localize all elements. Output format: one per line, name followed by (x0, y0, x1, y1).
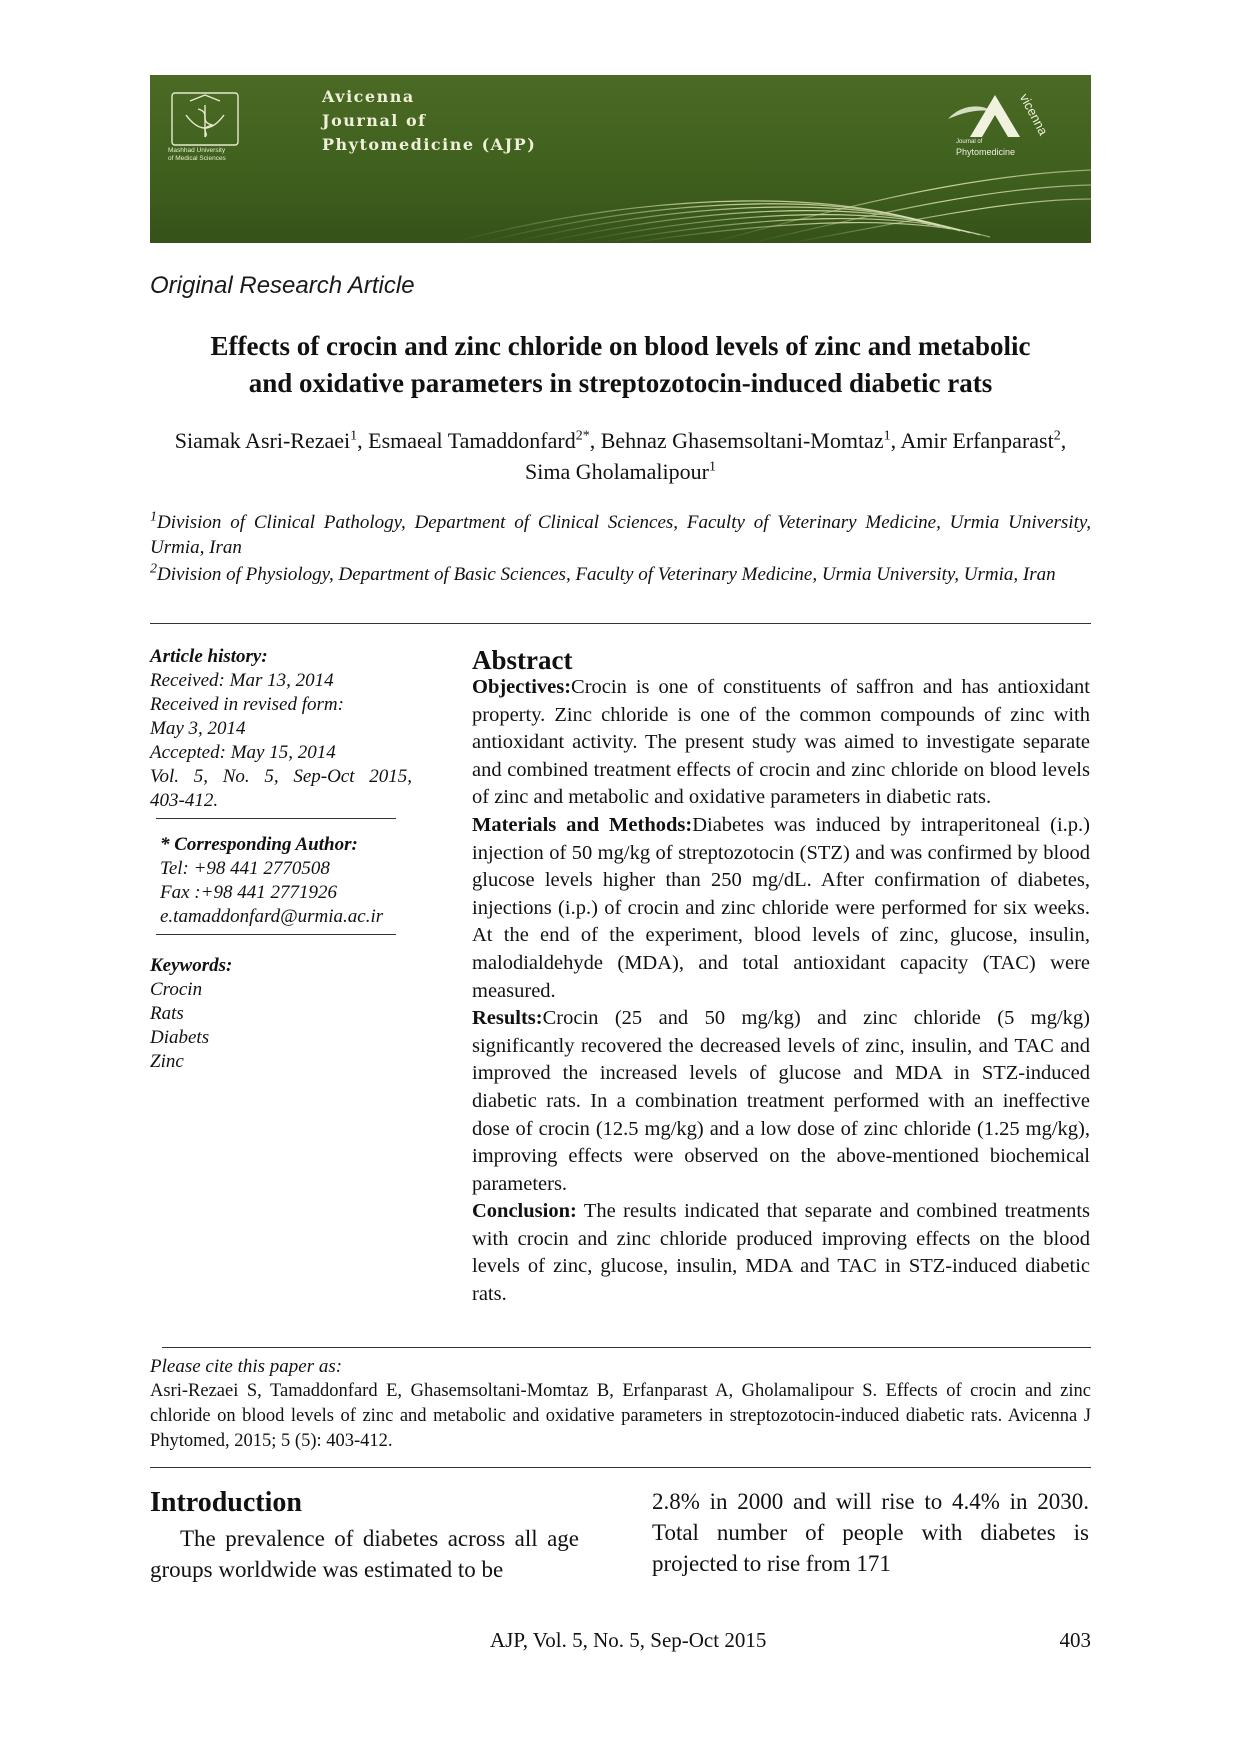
divider (150, 623, 1091, 624)
keyword: Rats (150, 1003, 184, 1024)
journal-name-line-1: Avicenna (322, 87, 415, 106)
history-line: Accepted: May 15, 2014 (150, 742, 336, 763)
author-affiliation-mark: 2 (1053, 428, 1061, 444)
logo-caption-small: Journal of (956, 139, 983, 145)
article-history (150, 645, 412, 813)
university-line-2: of Medical Sciences (168, 155, 226, 162)
section-label: Conclusion: (472, 1200, 577, 1223)
section-text: Diabetes was induced by intraperitoneal (i.p.) injection of 50 mg/kg of streptozotocin (STZ) and was confirmed by blood glucose levels higher than 250 mg/dL. After confirmation of diabetes, injections (i.p.) of crocin and zinc chloride were performed for six weeks. At the end of the experiment, blood levels of zinc, glucose, insulin, malodialdehyde (MDA), and total antioxidant capacity (TAC) were measured. (472, 813, 1090, 1002)
keyword: Zinc (150, 1051, 184, 1072)
introduction-heading: Introduction (150, 1487, 302, 1518)
affiliation-2 (150, 562, 1091, 587)
abstract-conclusion (472, 1198, 1090, 1308)
corresponding-label: * Corresponding Author: (160, 834, 358, 855)
introduction-right-column: 2.8% in 2000 and will rise to 4.4% in 2030. Total number of people with diabetes is projected to rise from 171 (652, 1489, 1089, 1576)
corresponding-author (160, 833, 383, 929)
author-affiliation-mark: 1 (883, 428, 891, 444)
author-name: Amir Erfanparast (900, 428, 1054, 453)
abstract-methods (472, 812, 1090, 1005)
author-name: Esmaeal Tamaddonfard (368, 428, 576, 453)
affiliation-1 (150, 510, 1091, 560)
author-affiliation-mark: 1 (708, 459, 716, 475)
abstract-heading: Abstract (472, 645, 573, 675)
citation-label: Please cite this paper as: (150, 1356, 343, 1377)
author-name: Sima Gholamalipour (525, 459, 709, 484)
author-separator: , (1060, 428, 1067, 453)
keyword: Crocin (150, 979, 203, 1000)
page-number: 403 (1059, 1628, 1091, 1652)
article-type: Original Research Article (150, 272, 415, 299)
banner-graphics (150, 75, 1091, 243)
author-affiliation-mark: 1 (350, 428, 358, 444)
history-line: Vol. 5, No. 5, Sep-Oct 2015, (150, 766, 412, 787)
citation-text: Asri-Rezaei S, Tamaddonfard E, Ghasemsoltani-Momtaz B, Erfanparast A, Gholamalipour S. Effects of crocin and zinc chloride on blood levels of zinc and metabolic and oxidative parameters in streptozotocin-induced diabetic rats. Avicenna J Phytomed, 2015; 5 (5): 403-412. (150, 1381, 1091, 1451)
corresponding-phone: Tel: +98 441 2770508 (160, 858, 330, 879)
affiliation-mark: 1 (150, 509, 157, 525)
author-separator: , (589, 428, 601, 453)
avicenna-logo (948, 95, 1020, 137)
university-emblem (172, 93, 238, 145)
history-line: 403-412. (150, 790, 219, 811)
affiliation-text: Division of Physiology, Department of Basic Sciences, Faculty of Veterinary Medicine, Urmia University, Urmia, Iran (157, 564, 1056, 585)
university-line-1: Mashhad University (168, 147, 226, 154)
title-line-2: and oxidative parameters in streptozotocin-induced diabetic rats (248, 368, 993, 398)
introduction-left-column: The prevalence of diabetes across all age groups worldwide was estimated to be (150, 1526, 579, 1582)
university-name (168, 147, 248, 163)
paper-title (150, 328, 1091, 402)
affiliation-text: Division of Clinical Pathology, Department of Clinical Sciences, Faculty of Veterinary Medicine, Urmia University, Urmia, Iran (150, 512, 1091, 558)
section-label: Results: (472, 1007, 543, 1030)
history-label: Article history: (150, 646, 268, 667)
corresponding-email[interactable]: e.tamaddonfard@urmia.ac.ir (160, 906, 384, 927)
history-line: May 3, 2014 (150, 718, 246, 739)
journal-banner (150, 75, 1091, 243)
divider (150, 1467, 1091, 1468)
divider (156, 934, 396, 935)
abstract-objectives (472, 674, 1090, 812)
section-label: Objectives: (472, 676, 572, 698)
author-name: Behnaz Ghasemsoltani-Momtaz (600, 428, 884, 453)
author-separator: , (890, 428, 901, 453)
author-list (150, 425, 1091, 487)
keywords (150, 954, 232, 1074)
section-text: Crocin is one of constituents of saffron and has antioxidant property. Zinc chloride is one of the common compounds of zinc with antioxidant activity. The present study was aimed to investigate separate and combined treatment effects of crocin and zinc chloride on blood levels of zinc and metabolic and oxidative parameters in diabetic rats. (472, 676, 1090, 809)
author-name: Siamak Asri-Rezaei (174, 428, 351, 453)
section-text: The results indicated that separate and combined treatments with crocin and zinc chloride produced improving effects on the blood levels of zinc, glucose, insulin, MDA and TAC in STZ-induced diabetic rats. (472, 1200, 1090, 1306)
title-line-1: Effects of crocin and zinc chloride on blood levels of zinc and metabolic (210, 331, 1031, 361)
divider (162, 1347, 1091, 1348)
keywords-label: Keywords: (150, 955, 233, 976)
keyword: Diabets (150, 1027, 210, 1048)
section-text: Crocin (25 and 50 mg/kg) and zinc chloride (5 mg/kg) significantly recovered the decreased levels of zinc, insulin, and TAC and improved the increased levels of glucose and MDA in STZ-induced diabetic rats. In a combination treatment performed with an ineffective dose of crocin (12.5 mg/kg) and a low dose of zinc chloride (1.25 mg/kg), improving effects were observed on the above-mentioned biochemical parameters. (472, 1007, 1090, 1195)
history-line: Received in revised form: (150, 694, 344, 715)
journal-name-line-2: Journal of (322, 111, 427, 130)
footer-journal-ref: AJP, Vol. 5, No. 5, Sep-Oct 2015 (490, 1628, 767, 1652)
logo-caption-large: Phytomedicine (956, 147, 1016, 157)
history-line: Received: Mar 13, 2014 (150, 670, 334, 691)
author-separator: , (357, 428, 369, 453)
divider (156, 818, 396, 819)
abstract-body (472, 674, 1090, 1309)
section-label: Materials and Methods: (472, 813, 693, 836)
abstract-results (472, 1005, 1090, 1198)
author-affiliation-mark: 2* (575, 428, 590, 444)
logo-vicenna-text: vicenna (1016, 91, 1052, 138)
journal-name-line-3: Phytomedicine (AJP) (322, 135, 537, 154)
corresponding-fax: Fax :+98 441 2771926 (160, 882, 337, 903)
affiliation-mark: 2 (150, 561, 157, 577)
